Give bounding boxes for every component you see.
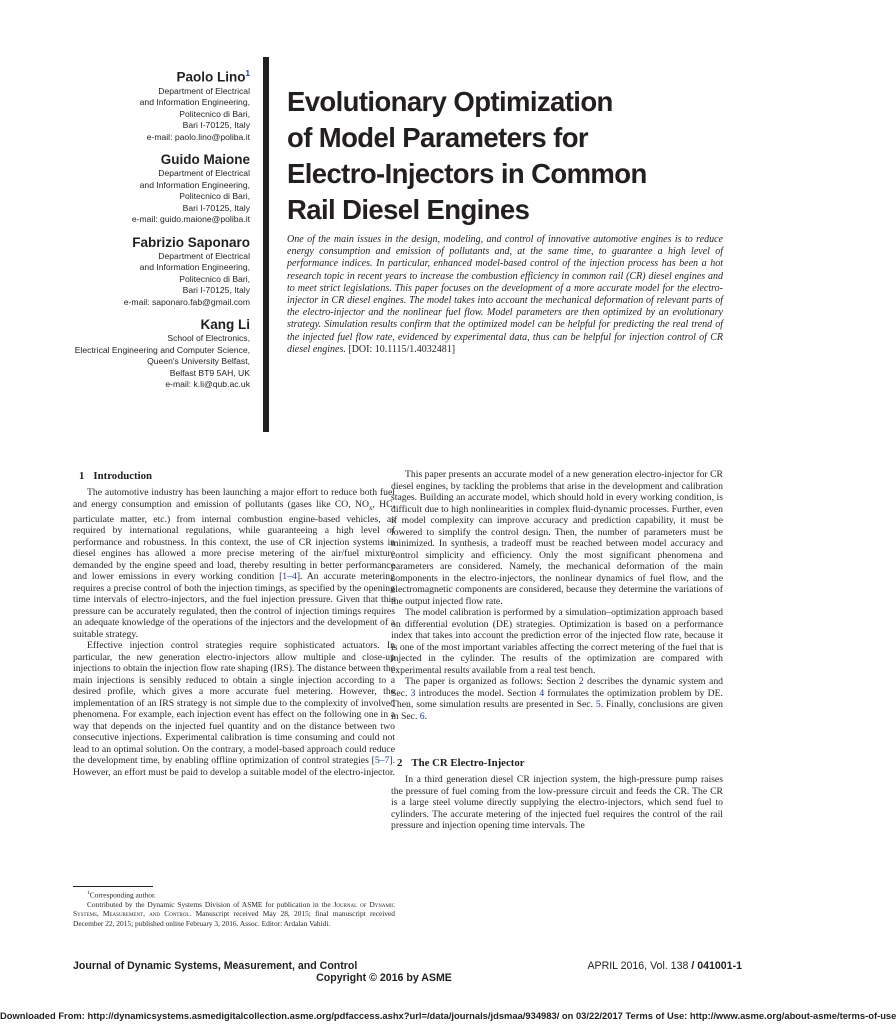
- affiliation-line: Politecnico di Bari,: [179, 191, 250, 201]
- affiliation-line: Bari I-70125, Italy: [182, 285, 250, 295]
- journal-name: Journal of Dynamic Systems, Measurement, and Control: [73, 960, 358, 972]
- paragraph: The paper is organized as follows: Section 2 describes the dynamic system and Sec. 3 introduces the model. Section 4 formulates the optimization problem by DE. Then, some simulation results are presented in Sec. 5. Finally, conclusions are given in Sec. 6.: [391, 676, 724, 722]
- paragraph: This paper presents an accurate model of a new generation electro-injector for CR diesel engines, by tackling the problems that arise in the development and calibration stages. Building an accurate model, which should hold in every working condition, is difficult due to high nonlinearities in complex fluid-dynamic processes. Further, even if model complexity can improve accuracy and prediction capability, it must be lowered to simplify the control design. Then, the number of parameters must be minimized. In synthesis, a tradeoff must be reached between model accuracy and control simplicity and efficiency. Only the most significant phenomena and parameters are considered. Namely, the mechanical deformation of the main components in the electro-injectors, the nonlinear dynamics of fuel flow, and the electromagnetic components are considered, because they determine the variations of the output injected flow rate.: [391, 469, 723, 607]
- author-email[interactable]: e-mail: guido.maione@poliba.it: [131, 214, 250, 224]
- title-line: Electro-Injectors in Common: [287, 158, 647, 189]
- article-number: 041001-1: [697, 960, 742, 972]
- section-heading-cr-electro-injector: [397, 756, 723, 770]
- title-line: Rail Diesel Engines: [287, 194, 530, 225]
- abstract-text: One of the main issues in the design, modeling, and control of innovative automotive engines is to reduce energy consumption and emission of pollutants and, at the same time, to guarantee a high level of performance indices. In particular, enhanced model-based control of the injection process has been a hot research topic in recent years to increase the combustion efficiency in common rail (CR) diesel engines and to meet strict legislations. This paper focuses on the development of a more accurate model for the electro-injector in CR diesel engines. The model takes into account the mechanical deformation of relevant parts of the electro-injector and the nonlinear fuel flow. Model parameters are then optimized by an evolutionary strategy. Simulation results confirm that the optimized model can be helpful for predicting the real trend of the injected fuel flow rate, evidenced by experimental data, thus can be helpful for injection control of CR diesel engines.: [287, 234, 723, 355]
- paragraph: In a third generation diesel CR injection system, the high-pressure pump raises the pressure of fuel coming from the low-pressure circuit and feeds the CR. The CR is a large steel volume directly supplying the electro-injectors, which send fuel to cylinders. The accurate metering of the injected fuel requires the control of the rail pressure and injection opening time intervals. The: [391, 774, 723, 831]
- author-name: Guido Maione: [160, 152, 250, 167]
- paragraph: The automotive industry has been launching a major effort to reduce both fuel and energy consumption and emission of pollutants (gases like CO, $NO_x$, HC, particulate matter, etc.) from internal combustion engine-based vehicles, as required by international regulations, while guaranteeing a high level of performance and robustness. In this context, the use of CR injection systems in diesel engines has allowed a more precise metering of the air/fuel mixture demanded by the engine speed and load, thereby resulting in better performance and lower emissions in every working condition [1–4]. An accurate metering requires a precise control of both the injection timings, as specified by the opening time intervals of electro-injectors, and the fuel injection pressure. Given that this pressure can be accurately regulated, then the control of injection timings requires an adequate knowledge of the operations of the injectors and the development of a suitable strategy.: [73, 487, 395, 640]
- affiliation-line: and Information Engineering,: [139, 262, 250, 272]
- affiliation-line: Belfast BT9 5AH, UK: [169, 367, 250, 378]
- affiliation-line: Politecnico di Bari,: [179, 108, 250, 119]
- author-email[interactable]: e-mail: paolo.lino@poliba.it: [146, 131, 250, 142]
- author-name: Kang Li: [200, 317, 250, 332]
- affiliation-line: Department of Electrical: [158, 168, 250, 178]
- title-line: of Model Parameters for: [287, 122, 588, 153]
- affiliation-line: Electrical Engineering and Computer Science,: [74, 344, 250, 355]
- section-link[interactable]: 5: [595, 699, 601, 710]
- section-link[interactable]: 2: [578, 676, 584, 687]
- author-email[interactable]: e-mail: k.li@qub.ac.uk: [165, 379, 250, 389]
- abstract: [287, 234, 723, 356]
- affiliation-line: Department of Electrical: [158, 250, 250, 261]
- paragraph: The model calibration is performed by a simulation–optimization approach based on differential evolution (DE) strategies. Optimization is based on a performance index that takes into account the prediction error of the injected flow rate, because it is one of the most important variables affecting the correct metering of the fuel that is injected in the cylinder. The results of the optimization are compared with experimental results available from a real test bench.: [391, 607, 723, 676]
- author-block: [60, 66, 250, 143]
- footnote-submission-info: Contributed by the Dynamic Systems Division of ASME for publication in the Journal of Dynamic Systems, Measurement, and Control. Manuscript received May 28, 2015; final manuscript received December 22, 2015; published online February 3, 2016. Assoc. Editor: Ardalan Vahidi.: [73, 899, 395, 928]
- reference-link[interactable]: 1–4: [282, 571, 297, 583]
- author-list: [60, 66, 250, 400]
- footnote: [73, 889, 395, 928]
- title-line: Evolutionary Optimization: [287, 86, 613, 117]
- affiliation-line: and Information Engineering,: [139, 179, 250, 190]
- copyright-notice: Copyright © 2016 by ASME: [316, 972, 452, 984]
- section-number: 1: [79, 470, 85, 482]
- section-link[interactable]: 6: [419, 710, 425, 722]
- paragraph: Effective injection control strategies require sophisticated actuators. In particular, the new generation electro-injectors allow multiple and close-up injections to obtain the injection flow rate shaping (IRS). The distance between the main injections is sensibly reduced to obtain a single injection according to a desired profile, which gives a more accurate fuel metering. However, the implementation of an IRS strategy is not simple due to the complexity of involved phenomena. For example, each injection event has effect on the following one in a way that depends on the injected fuel quantity and on the distance between two consecutive injections. Experimental calibration is time consuming and could not lead to an optimal solution. On the contrary, a model-based approach could reduce the development time, by enabling offline optimization of control strategies [5–7]. However, an effort must be paid to develop a suitable model of the electro-injector.: [73, 640, 395, 778]
- affiliation-line: Politecnico di Bari,: [179, 273, 250, 284]
- author-block: [60, 152, 250, 226]
- section-title: Introduction: [93, 470, 153, 482]
- section-link[interactable]: 4: [539, 687, 545, 699]
- affiliation-line: Bari I-70125, Italy: [182, 202, 250, 213]
- section-link[interactable]: 3: [410, 687, 416, 699]
- author-name: Fabrizio Saponaro: [132, 234, 250, 250]
- affiliation-line: Department of Electrical: [158, 85, 250, 96]
- affiliation-line: Queen's University Belfast,: [147, 356, 250, 366]
- footnote-mark[interactable]: 1: [245, 69, 250, 78]
- body-column-left: [73, 469, 395, 778]
- download-notice[interactable]: Downloaded From: http://dynamicsystems.asmedigitalcollection.asme.org/pdfaccess.ashx?url=/data/journals/jdsmaa/934983/ on 03/22/2017 Terms of Use: http://www.asme.org/about-asme/terms-of-use: [0, 1010, 896, 1021]
- section-title: The CR Electro-Injector: [411, 757, 525, 769]
- footnote-corresponding: $^1$Corresponding author.: [87, 890, 156, 900]
- paper-title: [287, 84, 647, 228]
- title-divider-bar: [263, 57, 269, 432]
- author-email[interactable]: e-mail: saponaro.fab@gmail.com: [123, 296, 250, 307]
- affiliation-line: and Information Engineering,: [139, 97, 250, 107]
- affiliation-line: Bari I-70125, Italy: [182, 120, 250, 130]
- section-heading-introduction: [79, 469, 395, 483]
- affiliation-line: School of Electronics,: [167, 333, 250, 343]
- reference-link[interactable]: 5–7: [374, 755, 390, 767]
- body-column-right: [391, 469, 723, 832]
- author-name: Paolo Lino$^1$: [176, 69, 250, 85]
- journal-issue-info: APRIL 2016, Vol. 138 / 041001-1: [587, 960, 742, 972]
- author-block: [60, 235, 250, 309]
- section-number: 2: [397, 757, 403, 769]
- footnote-divider: [73, 886, 153, 887]
- author-block: [60, 317, 250, 391]
- doi-link[interactable]: [DOI: 10.1115/1.4032481]: [348, 343, 456, 355]
